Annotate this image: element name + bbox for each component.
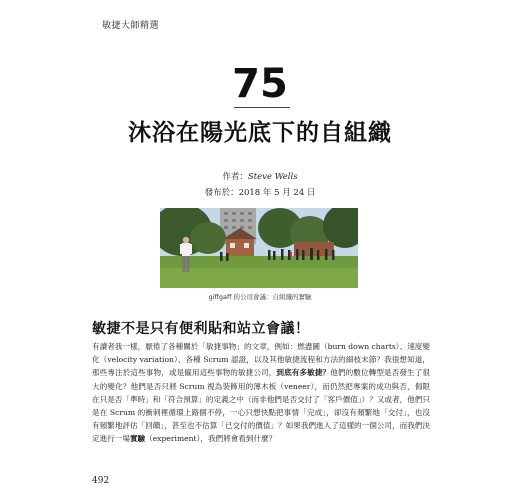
- outdoor-meeting-illustration: [160, 208, 358, 288]
- title-divider: [234, 107, 290, 108]
- author-name: Steve Wells: [247, 172, 298, 182]
- chapter-number: 75: [232, 61, 288, 107]
- section-heading: 敏捷不是只有便利貼和站立會議！: [92, 321, 310, 337]
- paragraph-text: 他們的數位轉型是否發生了很大的變化？他們是否只將 Scrum 視為裝飾用的薄木板（veneer），而仍然把專案的成功與否，侷限在只是否「準時」和「符合預算」的定義之中（而非他們是否交付了「客戶價值」）？又或者，他們只是在 Scrum 的衝刺裡循環上路個不停，一心只想快點把事情「完成」，卻沒有頻繁地「交付」，也沒有頻繁地評估「回饋」，甚至也不估算「已交付的價值」？如果我們進入了這樣的一個公司，而我們決定進行一場: [92, 368, 431, 444]
- book-header: 敏捷大師精選: [102, 21, 160, 31]
- author-line: [0, 170, 520, 182]
- meeting-photo: [160, 208, 358, 288]
- chapter-title: 沐浴在陽光底下的自組織: [128, 120, 392, 146]
- photo-caption: giffgaff 的公司會議：自組織的實驗: [208, 293, 312, 301]
- paragraph-text: （experiment），我們將會看到什麼？: [145, 434, 277, 444]
- publish-date: 發布於：2018 年 5 月 24 日: [204, 188, 316, 198]
- page-number: 492: [92, 476, 110, 486]
- author-prefix: 作者：: [222, 172, 248, 182]
- bold-phrase: 到底有多敏捷？: [276, 368, 331, 378]
- paragraph-text: 有讀者我一樣，厭倦了各種關於「敏捷事物」的文章，例如：燃盡圖（burn down charts）、速度變化（velocity variation）、各種 Scrum 認證，以及其他敏捷流程和方法的細枝末節？我很想知道，那些專注於這些事物，或是僱用這些事物的敏捷公司，: [92, 342, 430, 378]
- body-paragraph: [92, 340, 430, 446]
- bold-phrase: 實驗: [129, 434, 146, 444]
